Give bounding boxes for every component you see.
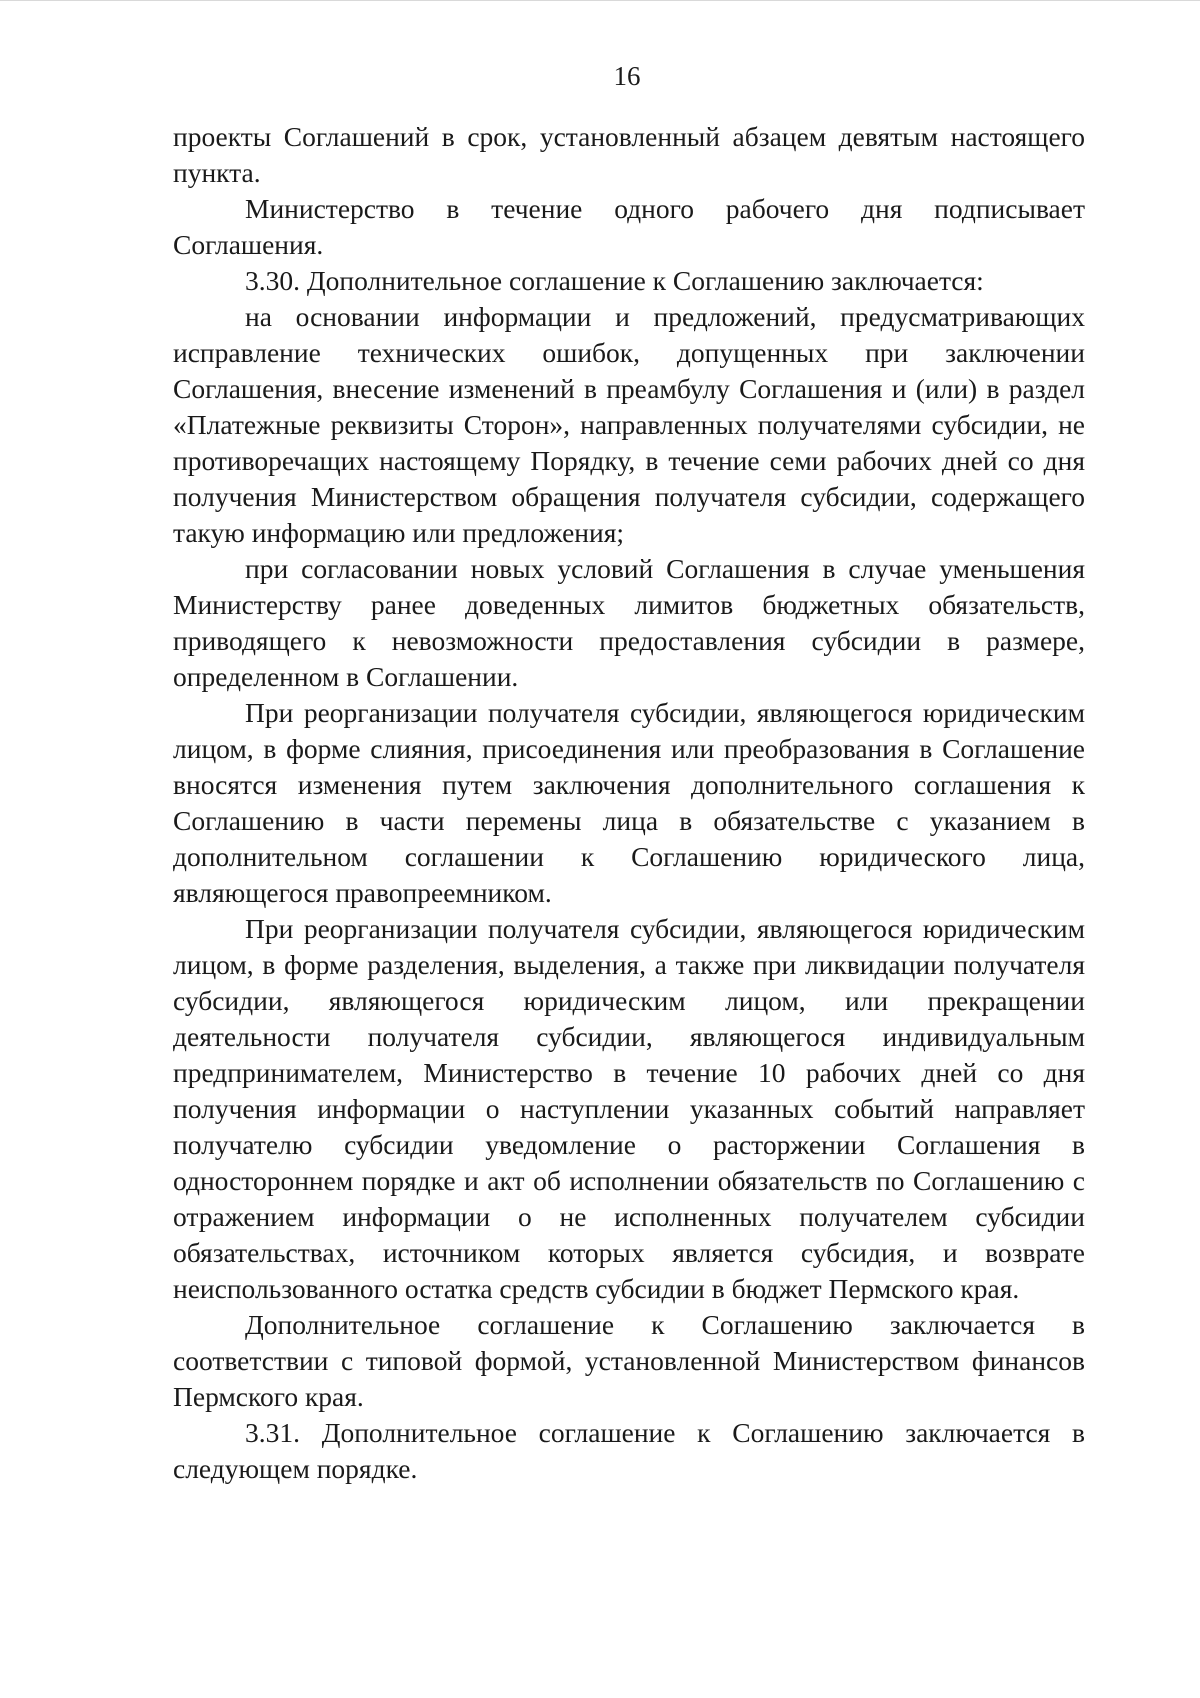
paragraph-5: при согласовании новых условий Соглашения в случае уменьшения Министерству ранее доведенных лимитов бюджетных обязательств, приводящего к невозможности предоставления субсидии в размере, определенном в Соглашении. (173, 553, 1085, 692)
document-body (173, 119, 1085, 1487)
paragraph-8: Дополнительное соглашение к Соглашению заключается в соответствии с типовой формой, установленной Министерством финансов Пермского края. (173, 1309, 1085, 1412)
paragraph-3: 3.30. Дополнительное соглашение к Соглашению заключается: (245, 265, 984, 296)
page-number: 16 (613, 61, 641, 91)
paragraph-9: 3.31. Дополнительное соглашение к Соглашению заключается в следующем порядке. (173, 1417, 1085, 1484)
paragraph-7: При реорганизации получателя субсидии, являющегося юридическим лицом, в форме разделения, выделения, а также при ликвидации получателя субсидии, являющегося юридическим лицом, или прекращении деятельности получателя субсидии, являющегося индивидуальным предпринимателем, Министерство в течение 10 рабочих дней со дня получения информации о наступлении указанных событий направляет получателю субсидии уведомление о расторжении Соглашения в одностороннем порядке и акт об исполнении обязательств по Соглашению с отражением информации о не исполненных получателем субсидии обязательствах, источником которых является субсидия, и возврате неиспользованного остатка средств субсидии в бюджет Пермского края. (173, 913, 1085, 1304)
paragraph-2: Министерство в течение одного рабочего дня подписывает Соглашения. (173, 193, 1085, 260)
paragraph-4: на основании информации и предложений, предусматривающих исправление технических ошибок, допущенных при заключении Соглашения, внесение изменений в преамбулу Соглашения и (или) в раздел «Платежные реквизиты Сторон», направленных получателями субсидии, не противоречащих настоящему Порядку, в течение семи рабочих дней со дня получения Министерством обращения получателя субсидии, содержащего такую информацию или предложения; (173, 301, 1085, 548)
paragraph-6: При реорганизации получателя субсидии, являющегося юридическим лицом, в форме слияния, присоединения или преобразования в Соглашение вносятся изменения путем заключения дополнительного соглашения к Соглашению в части перемены лица в обязательстве с указанием в дополнительном соглашении к Соглашению юридического лица, являющегося правопреемником. (173, 697, 1085, 908)
paragraph-1: проекты Соглашений в срок, установленный абзацем девятым настоящего пункта. (173, 121, 1085, 188)
